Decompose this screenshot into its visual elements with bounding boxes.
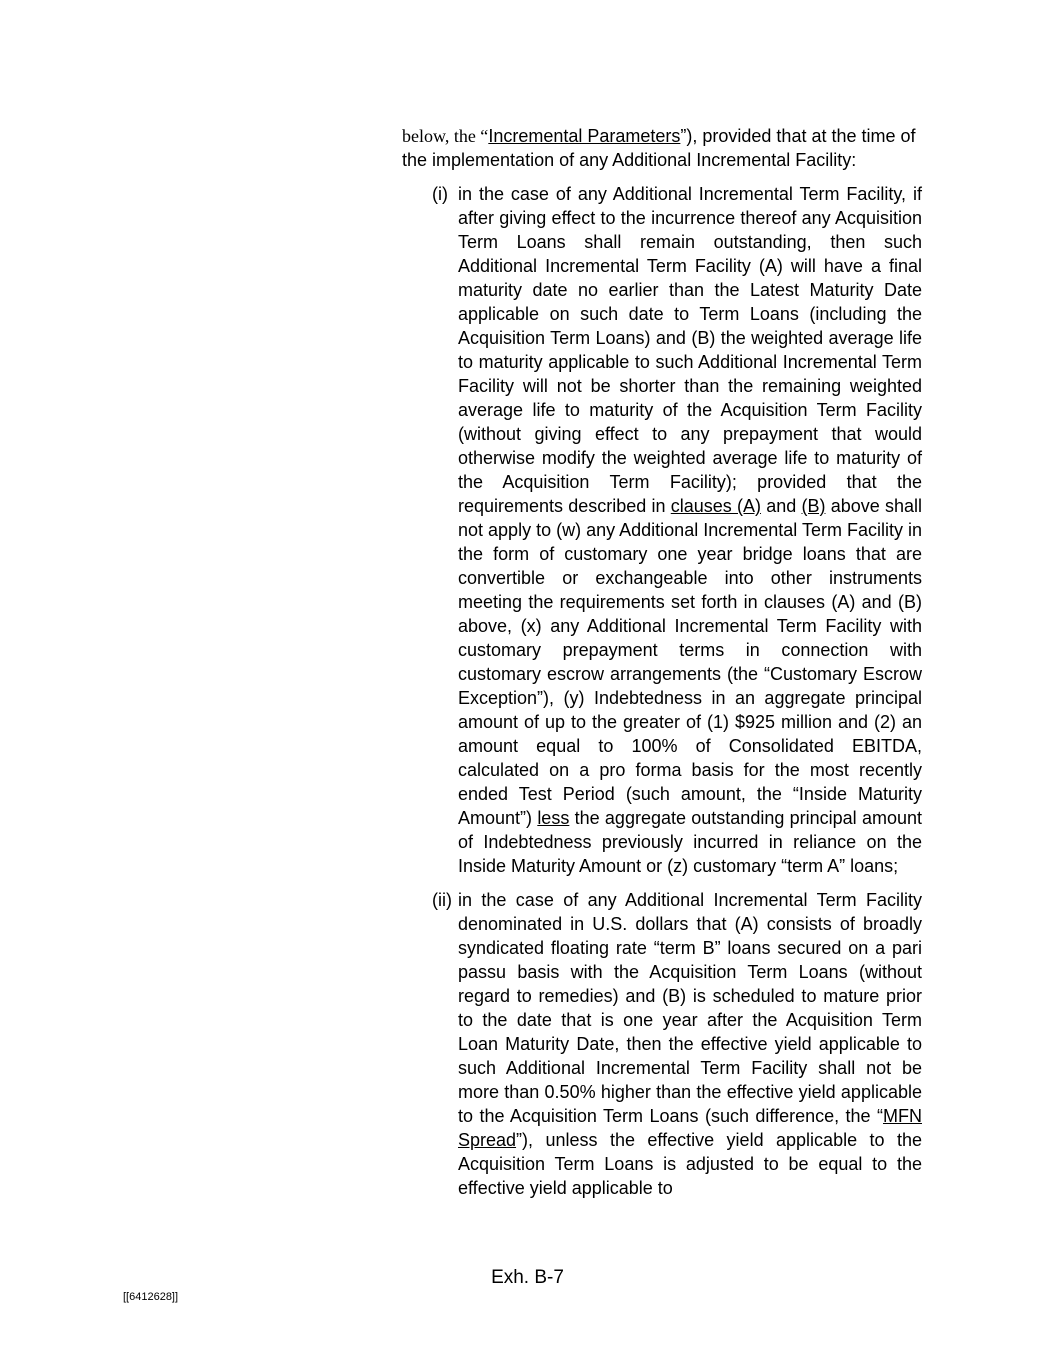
intro-paragraph (402, 124, 922, 172)
less-term: less (537, 808, 570, 828)
page-number-label: Exh. B-7 (491, 1267, 564, 1288)
list-item-i (432, 182, 922, 878)
list-item-text (458, 182, 922, 878)
item-i-text-part1: in the case of any Additional Incremental Term Facility, if after giving effect to the incurrence thereof any Acquisition Term Loans shall remain outstanding, then such Additional Incremental Term Facility (A) will have a final maturity date no earlier than the Latest Maturity Date applicable on such date to Term Loans (including the Acquisition Term Loans) and (B) the weighted average life to maturity applicable to such Additional Incremental Term Facility will not be shorter than the remaining weighted average life to maturity of the Acquisition Term Facility (without giving effect to any prepayment that would otherwise modify the weighted average life to maturity of the Acquisition Term Facility); provided that the requirements described in (458, 184, 922, 516)
clause-b-reference: (B) (801, 496, 826, 516)
item-i-text-part2: above shall not apply to (w) any Additional Incremental Term Facility in the form of customary one year bridge loans that are convertible or exchangeable into other instruments meeting the requirements set forth in clauses (A) and (B) above, (x) any Additional Incremental Term Facility with customary prepayment terms in connection with customary escrow arrangements (the “Customary Escrow Exception”), (y) Indebtedness in an aggregate principal amount of up to the greater of (1) $925 million and (2) an amount equal to 100% of Consolidated EBITDA, calculated on a pro forma basis for the most recently ended Test Period (such amount, the “Inside Maturity Amount”) (458, 496, 922, 828)
list-item-number: (ii) (432, 890, 452, 910)
list-item-number: (i) (432, 184, 448, 204)
clause-a-reference: clauses (A) (670, 496, 762, 516)
item-ii-text-part1: in the case of any Additional Incremental Term Facility denominated in U.S. dollars that (A) consists of broadly syndicated floating rate “term B” loans secured on a pari passu basis with the Acquisition Term Loans (without regard to remedies) and (B) is scheduled to mature prior to the date that is one year after the Acquisition Term Loan Maturity Date, then the effective yield applicable to such Additional Incremental Term Facility shall not be more than 0.50% higher than the effective yield applicable to the Acquisition Term Loans (such difference, the “ (458, 890, 922, 1126)
intro-lead-text: below, the “ (402, 126, 489, 146)
list-item-ii (432, 888, 922, 1200)
list-item-text (458, 888, 922, 1200)
item-ii-text-part2: ”), unless the effective yield applicable to the Acquisition Term Loans is adjusted to be equal to the effective yield applicable to (458, 1130, 922, 1198)
defined-term-incremental-parameters: Incremental Parameters (488, 126, 681, 146)
item-i-text-part3: the aggregate outstanding principal amount of Indebtedness previously incurred in reliance on the Inside Maturity Amount or (z) customary “term A” loans; (458, 808, 922, 876)
intro-rest-text: ”), provided that at the time of the implementation of any Additional Incremental Facility: (402, 126, 916, 170)
body-text (402, 124, 922, 1200)
document-id: [[6412628]] (123, 1291, 179, 1303)
item-i-text-and: and (761, 496, 802, 516)
defined-term-mfn-spread: MFN Spread (458, 1106, 922, 1150)
